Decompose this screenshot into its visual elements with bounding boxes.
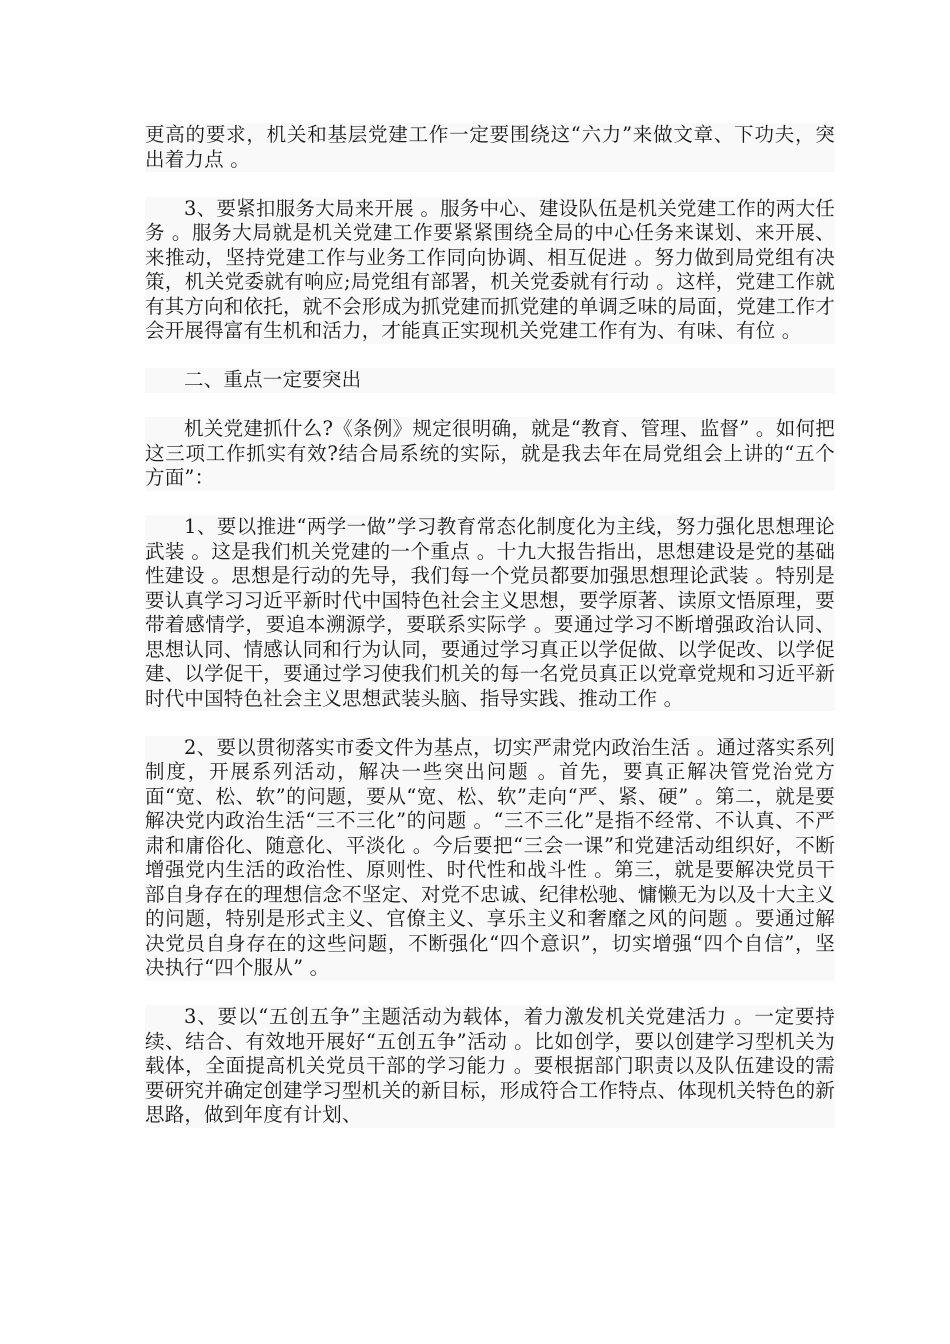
paragraph-serve-overall: 3、要紧扣服务大局来开展 。服务中心、建设队伍是机关党建工作的两大任务 。服务大局就是机关党建工作要紧紧围绕全局的中心任务来谋划、来开展、来推动，坚持党建工作与业务工作同向协调、相互促进 。努力做到局党组有决策，机关党委就有响应;局党组有部署，机关党委就有行动 。这样，党建工作就有其方向和依托，就不会形成为抓党建而抓党建的单调乏味的局面，党建工作才会开展得富有生机和活力，才能真正实现机关党建工作有为、有味、有位 。	[145, 196, 835, 342]
section-heading-key-points: 二、重点一定要突出	[145, 368, 835, 393]
document-body	[145, 123, 835, 1152]
paragraph-continuation: 更高的要求，机关和基层党建工作一定要围绕这“六力”来做文章、下功夫，突出着力点 。	[145, 123, 835, 171]
paragraph-regulations: 机关党建抓什么?《条例》规定很明确，就是“教育、管理、监督” 。如何把这三项工作抓实有效?结合局系统的实际，就是我去年在局党组会上讲的“五个方面”：	[145, 417, 835, 489]
paragraph-point-1: 1、要以推进“两学一做”学习教育常态化制度化为主线，努力强化思想理论武装 。这是我们机关党建的一个重点 。十九大报告指出，思想建设是党的基础性建设 。思想是行动的先导，我们每一个党员都要加强思想理论武装 。特别是要认真学习习近平新时代中国特色社会主义思想，要学原著、读原文悟原理，要带着感情学，要追本溯源学，要联系实际学 。要通过学习不断增强政治认同、思想认同、情感认同和行为认同，要通过学习真正以学促做、以学促改、以学促建、以学促干，要通过学习使我们机关的每一名党员真正以党章党规和习近平新时代中国特色社会主义思想武装头脑、指导实践、推动工作 。	[145, 515, 835, 710]
paragraph-point-2: 2、要以贯彻落实市委文件为基点，切实严肃党内政治生活 。通过落实系列制度，开展系列活动，解决一些突出问题 。首先，要真正解决管党治党方面“宽、松、软”的问题，要从“宽、松、软”走向“严、紧、硬” 。第二，就是要解决党内政治生活“三不三化”的问题 。“三不三化”是指不经常、不认真、不严肃和庸俗化、随意化、平淡化 。今后要把“三会一课”和党建活动组织好，不断增强党内生活的政治性、原则性、时代性和战斗性 。第三，就是要解决党员干部自身存在的理想信念不坚定、对党不忠诚、纪律松驰、慵懒无为以及十大主义的问题，特别是形式主义、官僚主义、享乐主义和奢靡之风的问题 。要通过解决党员自身存在的这些问题，不断强化“四个意识”，切实增强“四个自信”，坚决执行“四个服从” 。	[145, 735, 835, 979]
paragraph-point-3: 3、要以“五创五争”主题活动为载体，着力激发机关党建活力 。一定要持续、结合、有效地开展好“五创五争”活动 。比如创学，要以创建学习型机关为载体，全面提高机关党员干部的学习能力 。要根据部门职责以及队伍建设的需要研究并确定创建学习型机关的新目标，形成符合工作特点、体现机关特色的新思路，做到年度有计划、	[145, 1005, 835, 1126]
